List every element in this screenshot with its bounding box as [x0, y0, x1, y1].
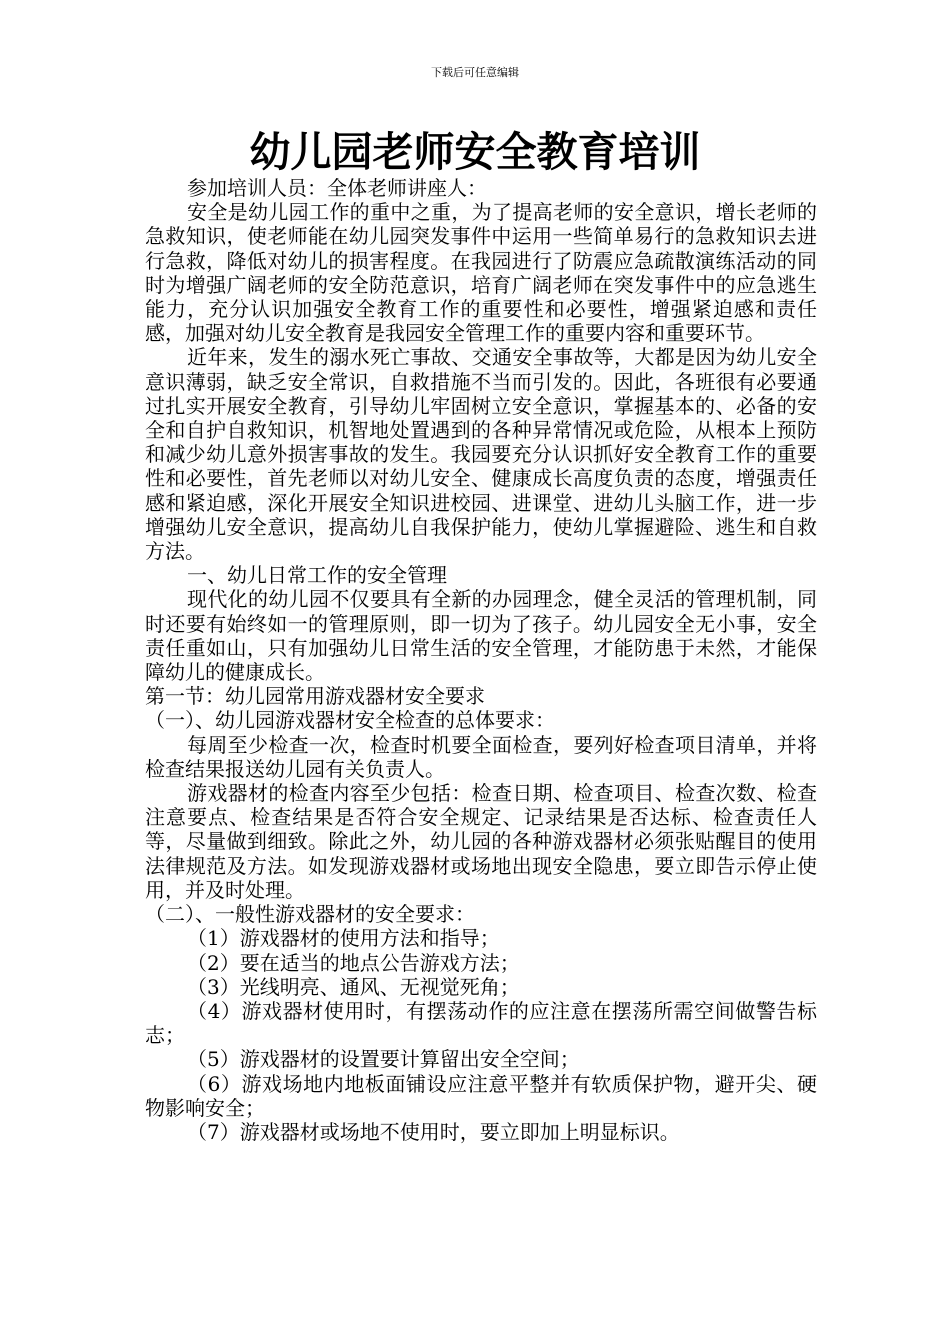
background-paragraph: 近年来，发生的溺水死亡事故、交通安全事故等，大都是因为幼儿安全意识薄弱，缺乏安全常识，自救措施不当而引发的。因此，各班很有必要通过扎实开展安全教育，引导幼儿牢固树立安全意识，掌握基本的、必备的安全和自护自救知识，机智地处置遇到的各种异常情况或危险，从根本上预防和减少幼儿意外损害事故的发生。我园要充分认识抓好安全教育工作的重要性和必要性，首先老师以对幼儿安全、健康成长高度负责的态度，增强责任感和紧迫感，深化开展安全知识进校园、进课堂、进幼儿头脑工作，进一步增强幼儿安全意识，提高幼儿自我保护能力，使幼儿掌握避险、逃生和自救方法。 — [145, 345, 817, 564]
list-item: （4）游戏器材使用时，有摆荡动作的应注意在摆荡所需空间做警告标志； — [145, 998, 817, 1048]
list-item: （5）游戏器材的设置要计算留出安全空间； — [187, 1047, 580, 1072]
list-item: （2）要在适当的地点公告游戏方法； — [187, 950, 520, 975]
document-body — [145, 176, 817, 1144]
list-item: （7）游戏器材或场地不使用时，要立即加上明显标识。 — [187, 1119, 680, 1144]
participants-line: 参加培训人员：全体老师讲座人： — [187, 176, 487, 200]
inspection-content-paragraph: 游戏器材的检查内容至少包括：检查日期、检查项目、检查次数、检查注意要点、检查结果是否符合安全规定、记录结果是否达标、检查责任人等，尽量做到细致。除此之外，幼儿园的各种游戏器材必须张贴醒目的使用法律规范及方法。如发现游戏器材或场地出现安全隐患，要立即告示停止使用，并及时处理。 — [145, 781, 817, 902]
inspection-frequency-paragraph: 每周至少检查一次，检查时机要全面检查，要列好检查项目清单，并将检查结果报送幼儿园有关负责人。 — [145, 732, 817, 781]
management-paragraph: 现代化的幼儿园不仅要具有全新的办园理念，健全灵活的管理机制，同时还要有始终如一的管理原则，即一切为了孩子。幼儿园安全无小事，安全责任重如山，只有加强幼儿日常生活的安全管理，才能防患于未然，才能保障幼儿的健康成长。 — [145, 587, 817, 685]
subsection-heading-1: （一）、幼儿园游戏器材安全检查的总体要求： — [145, 708, 555, 733]
header-note: 下载后可任意编辑 — [431, 66, 519, 79]
document-title: 幼儿园老师安全教育培训 — [249, 128, 701, 176]
list-item: （3）光线明亮、通风、无视觉死角； — [187, 974, 520, 999]
list-item: （6）游戏场地内地板面铺设应注意平整并有软质保护物，避开尖、硬物影响安全； — [145, 1071, 817, 1120]
subsection-heading-2: （二）、一般性游戏器材的安全要求： — [145, 902, 475, 927]
list-item: （1）游戏器材的使用方法和指导； — [187, 926, 500, 951]
section-heading-1: 一、幼儿日常工作的安全管理 — [187, 563, 447, 588]
chapter-heading: 第一节：幼儿园常用游戏器材安全要求 — [145, 684, 485, 709]
intro-paragraph: 安全是幼儿园工作的重中之重，为了提高老师的安全意识，增长老师的急救知识，使老师能在幼儿园突发事件中运用一些简单易行的急救知识去进行急救，降低对幼儿的损害程度。在我园进行了防震应急疏散演练活动的同时为增强广阔老师的安全防范意识，培育广阔老师在突发事件中的应急逃生能力，充分认识加强安全教育工作的重要性和必要性，增强紧迫感和责任感，加强对幼儿安全教育是我园安全管理工作的重要内容和重要环节。 — [145, 200, 817, 346]
